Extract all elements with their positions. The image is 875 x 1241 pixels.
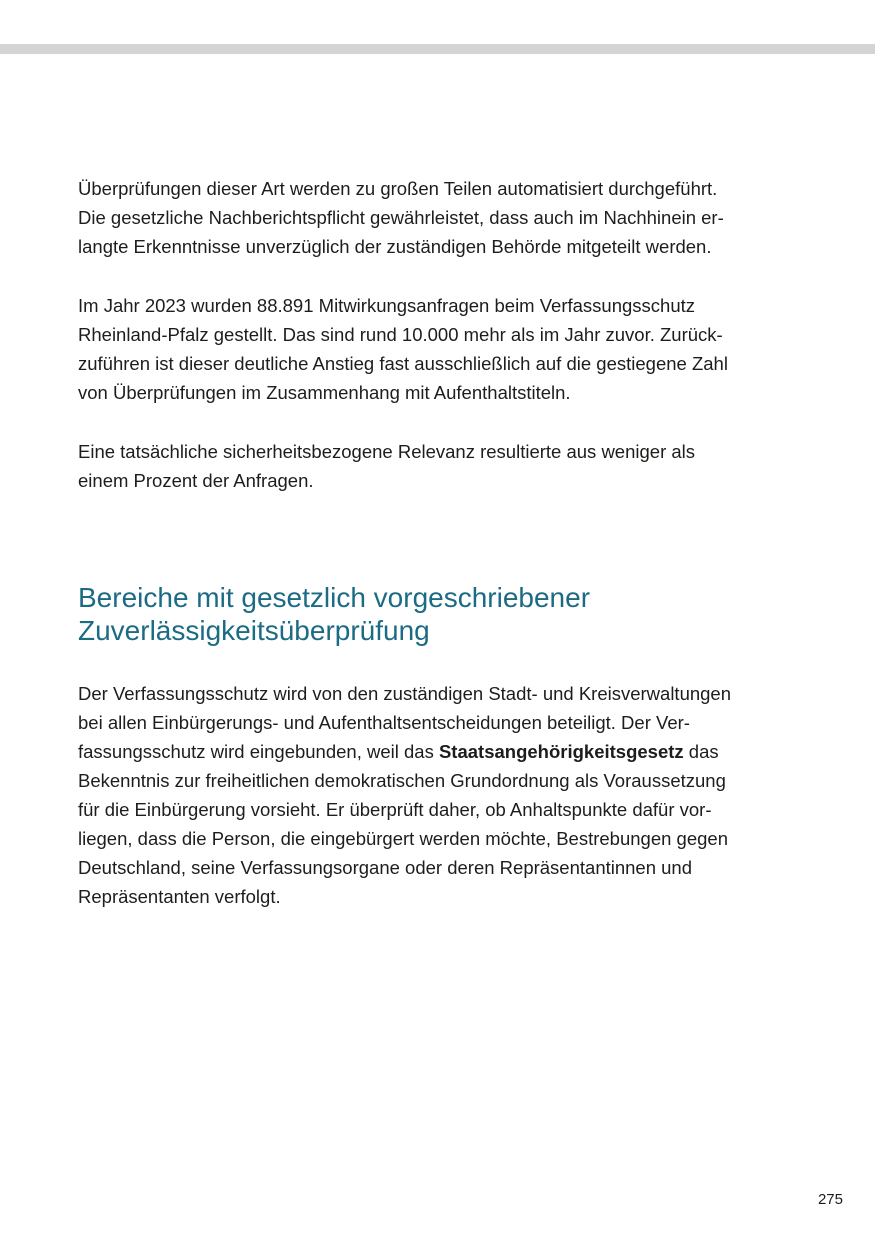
text-line: Bekenntnis zur freiheitlichen demokratischen Grundordnung als Voraussetzung <box>78 770 726 791</box>
text-line: langte Erkenntnisse unverzüglich der zuständigen Behörde mitgeteilt werden. <box>78 236 712 257</box>
heading-line: Bereiche mit gesetzlich vorgeschriebener <box>78 582 591 613</box>
text-line: fassungsschutz wird eingebunden, weil das <box>78 741 439 762</box>
section-heading <box>78 581 798 647</box>
paragraph-automated-checks <box>78 174 798 261</box>
text-line: bei allen Einbürgerungs- und Aufenthaltsentscheidungen beteiligt. Der Ver- <box>78 712 690 733</box>
text-line: Die gesetzliche Nachberichtspflicht gewährleistet, dass auch im Nachhinein er- <box>78 207 724 228</box>
text-line: Im Jahr 2023 wurden 88.891 Mitwirkungsanfragen beim Verfassungsschutz <box>78 295 696 316</box>
text-line: Rheinland-Pfalz gestellt. Das sind rund 10.000 mehr als im Jahr zuvor. Zurück- <box>78 324 723 345</box>
page-content <box>78 174 798 911</box>
text-line: zuführen ist dieser deutliche Anstieg fast ausschließlich auf die gestiegene Zahl <box>78 353 728 374</box>
text-line: Repräsentanten verfolgt. <box>78 886 281 907</box>
top-divider <box>0 44 875 54</box>
text-line: Überprüfungen dieser Art werden zu großen Teilen automatisiert durchgeführt. <box>78 178 718 199</box>
text-line: das <box>683 741 719 762</box>
heading-line: Zuverlässigkeitsüberprüfung <box>78 615 430 646</box>
text-line: einem Prozent der Anfragen. <box>78 470 314 491</box>
paragraph-relevance <box>78 437 798 495</box>
paragraph-request-statistics <box>78 291 798 407</box>
text-line: von Überprüfungen im Zusammenhang mit Aufenthaltstiteln. <box>78 382 571 403</box>
text-line: liegen, dass die Person, die eingebürgert werden möchte, Bestrebungen gegen <box>78 828 728 849</box>
text-line: Eine tatsächliche sicherheitsbezogene Relevanz resultierte aus weniger als <box>78 441 696 462</box>
paragraph-naturalization <box>78 679 798 911</box>
page-number: 275 <box>817 1191 843 1208</box>
law-name-bold: Staatsangehörigkeitsgesetz <box>438 741 684 762</box>
text-line: Deutschland, seine Verfassungsorgane oder deren Repräsentantinnen und <box>78 857 693 878</box>
text-line: Der Verfassungsschutz wird von den zuständigen Stadt- und Kreisverwaltungen <box>78 683 732 704</box>
text-line: für die Einbürgerung vorsieht. Er überprüft daher, ob Anhaltspunkte dafür vor- <box>78 799 712 820</box>
